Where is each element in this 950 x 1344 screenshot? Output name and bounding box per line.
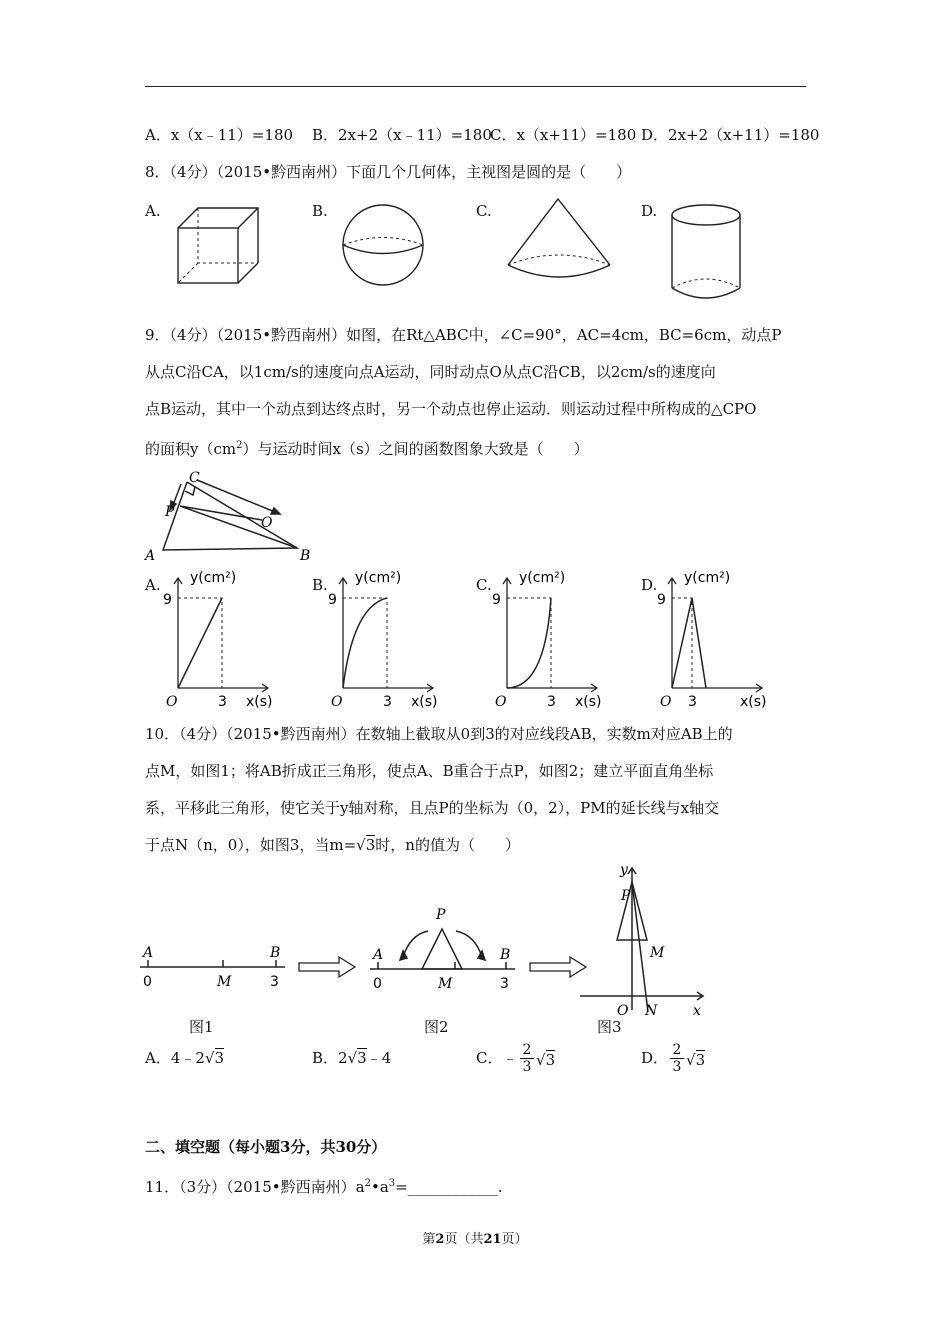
- graph-ylabel: y(cm²): [355, 570, 402, 586]
- graph-origin: O: [660, 694, 672, 710]
- fig1-A: A: [143, 945, 154, 961]
- graph-xlabel: x(s): [575, 694, 602, 710]
- q10-option-a: A．4﹣2√3: [145, 1049, 225, 1067]
- graph-origin: O: [331, 694, 343, 710]
- q10-option-d-frac: 2 3: [670, 1042, 684, 1075]
- graph-c: [492, 566, 607, 716]
- graph-x-tick: 3: [547, 694, 556, 710]
- graph-y-tick: 9: [163, 592, 172, 608]
- fig3-N: N: [645, 1003, 658, 1019]
- graph-xlabel: x(s): [246, 694, 273, 710]
- fig1-B: B: [270, 945, 281, 961]
- graph-ylabel: y(cm²): [519, 570, 566, 586]
- q9-triangle-figure: [145, 470, 320, 565]
- graph-ylabel: y(cm²): [190, 570, 237, 586]
- cylinder-figure: [668, 200, 748, 305]
- section-2-heading: 二、填空题（每小题3分，共30分）: [145, 1138, 387, 1156]
- fig3-y: y: [620, 862, 628, 878]
- q8-label-b: B.: [312, 202, 328, 220]
- arrow-1: [297, 955, 357, 979]
- q9-line4: 的面积$y(cm^2)$与运动时间x（s）之间的函数图象大致是（ ）: [145, 440, 589, 458]
- fig2-three: 3: [500, 976, 509, 992]
- q9-line2: 从点C沿CA，以1cm/s的速度向点A运动，同时动点O从点C沿CB，以2cm/s的速度向: [145, 363, 716, 381]
- q10-option-d-rad: √3: [686, 1051, 706, 1069]
- fig3-P: P: [621, 888, 631, 904]
- fig1-three: 3: [270, 974, 279, 990]
- cube-figure: [170, 200, 265, 290]
- fig2-A: A: [373, 947, 384, 963]
- q10-option-c: C．﹣: [476, 1049, 518, 1067]
- q9-label-a: A.: [145, 576, 161, 594]
- header-rule: [145, 86, 806, 87]
- q8-stem: 8．（4分）（2015•黔西南州）下面几个几何体，主视图是圆的是（ ）: [145, 163, 632, 181]
- graph-x-tick: 3: [688, 694, 697, 710]
- q10-line1: 10．（4分）（2015•黔西南州）在数轴上截取从0到3的对应线段AB，实数m对应AB上的: [145, 725, 733, 743]
- q7-option-d: D．2x+2（x+11）=180: [641, 126, 820, 144]
- q7-option-b: B．2x+2（x﹣11）=180: [312, 126, 492, 144]
- q9-label-c: C.: [476, 576, 492, 594]
- pt-A: A: [145, 548, 156, 564]
- graph-origin: O: [166, 694, 178, 710]
- page-footer: 第2页（共21页）: [422, 1232, 528, 1247]
- fig2-P: P: [436, 907, 446, 923]
- q9-line1: 9．（4分）（2015•黔西南州）如图，在Rt△ABC中，∠C=90°，AC=4cm，BC=6cm，动点P: [145, 326, 782, 344]
- pt-B: B: [300, 548, 311, 564]
- fig3-caption: 图3: [597, 1018, 622, 1036]
- q10-option-c-frac: 2 3: [520, 1042, 534, 1075]
- fig2-zero: 0: [373, 976, 382, 992]
- graph-b: [328, 566, 443, 716]
- fig3-coordinate: [575, 860, 715, 1020]
- q10-line3: 系，平移此三角形，使它关于y轴对称，且点P的坐标为（0，2），PM的延长线与x轴交: [145, 799, 720, 817]
- graph-origin: O: [495, 694, 507, 710]
- fig3-M: M: [650, 945, 665, 961]
- q8-label-c: C.: [476, 202, 492, 220]
- graph-x-tick: 3: [218, 694, 227, 710]
- graph-xlabel: x(s): [740, 694, 767, 710]
- fig2-B: B: [500, 947, 511, 963]
- q9-label-b: B.: [312, 576, 328, 594]
- fig2-M: M: [438, 976, 453, 992]
- q8-label-a: A.: [145, 202, 161, 220]
- q9-line3: 点B运动，其中一个动点到达终点时，另一个动点也停止运动．则运动过程中所构成的△CPO: [145, 400, 757, 418]
- fig2-caption: 图2: [424, 1018, 449, 1036]
- cone-figure: [500, 195, 620, 285]
- q8-label-d: D.: [641, 202, 658, 220]
- graph-y-tick: 9: [328, 592, 337, 608]
- q7-option-c: C．x（x+11）=180: [490, 126, 637, 144]
- pt-C: C: [189, 470, 200, 486]
- pt-P: P: [165, 504, 175, 520]
- graph-xlabel: x(s): [411, 694, 438, 710]
- graph-x-tick: 3: [383, 694, 392, 710]
- q10-line2: 点M，如图1；将AB折成正三角形，使点A、B重合于点P，如图2；建立平面直角坐标: [145, 762, 714, 780]
- q10-line4: 于点N（n，0），如图3，当m=√3时，n的值为（ ）: [145, 836, 520, 854]
- fig1-caption: 图1: [189, 1018, 214, 1036]
- q10-option-b: B．2√3﹣4: [312, 1049, 392, 1067]
- fig1-M: M: [217, 974, 232, 990]
- q7-option-a: A．x（x﹣11）=180: [145, 126, 294, 144]
- graph-a: [163, 566, 278, 716]
- graph-y-tick: 9: [657, 592, 666, 608]
- q9-label-d: D.: [641, 576, 658, 594]
- sphere-figure: [338, 200, 428, 290]
- fig3-x: x: [693, 1003, 701, 1019]
- graph-y-tick: 9: [492, 592, 501, 608]
- q10-option-c-rad: √3: [536, 1051, 556, 1069]
- fig2-triangle: [370, 905, 520, 1000]
- fig1-number-line: [140, 940, 290, 1000]
- q10-option-d: D．: [641, 1049, 669, 1067]
- q11: 11．（3分）（2015•黔西南州）$a^2•a^3=\_\_\_\_\_\_\_\_\_\_\_\_$.: [145, 1178, 503, 1196]
- fig1-zero: 0: [143, 974, 152, 990]
- graph-ylabel: y(cm²): [684, 570, 731, 586]
- fig3-O: O: [617, 1003, 629, 1019]
- pt-O: O: [261, 515, 273, 531]
- graph-d: [657, 566, 772, 716]
